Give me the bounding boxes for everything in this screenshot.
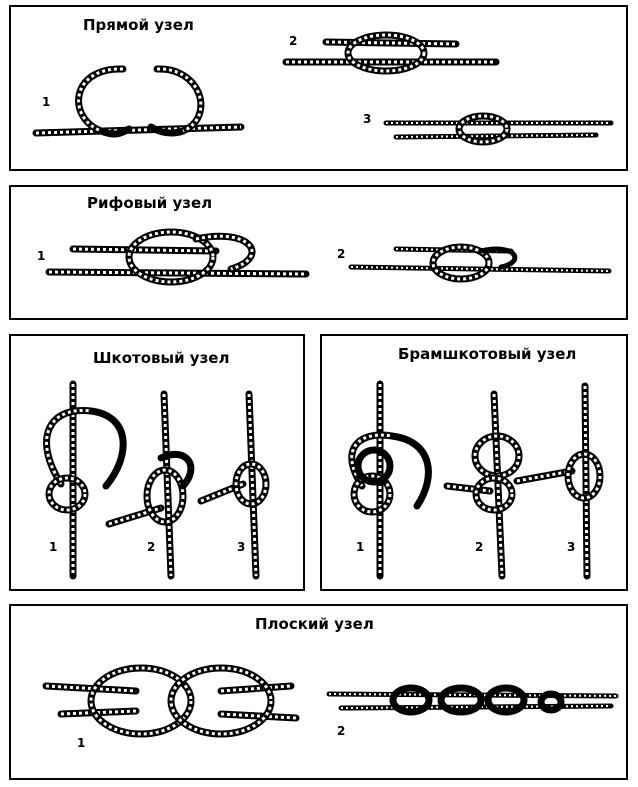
- panel-title: Брамшкотовый узел: [398, 345, 577, 363]
- rope-drawing-step-2: [286, 35, 496, 71]
- panel-title: Плоский узел: [255, 615, 374, 633]
- step-number: 3: [237, 540, 246, 554]
- reef-knot-illustration: [11, 187, 630, 322]
- step-number: 2: [475, 540, 484, 554]
- rope-drawing-step-1: [47, 384, 124, 576]
- rope-drawing-step-1: [46, 668, 296, 734]
- step-number: 2: [337, 247, 346, 261]
- rope-drawing-step-2: [109, 394, 191, 576]
- panel-title: Рифовый узел: [87, 194, 213, 212]
- step-number: 2: [147, 540, 156, 554]
- rope-drawing-step-1: [352, 384, 429, 576]
- sheet-bend-illustration: [11, 336, 307, 593]
- rope-drawing-step-2: [329, 688, 616, 712]
- carrick-bend-illustration: [11, 606, 630, 782]
- panel-title: Прямой узел: [83, 16, 194, 34]
- step-number: 1: [42, 95, 51, 109]
- step-number: 1: [356, 540, 365, 554]
- square-knot-panel: [9, 5, 628, 171]
- rope-drawing-step-3: [517, 386, 600, 576]
- rope-drawing-step-2: [447, 394, 519, 576]
- square-knot-illustration: [11, 7, 630, 173]
- step-number: 2: [337, 724, 346, 738]
- rope-drawing-step-3: [386, 116, 611, 142]
- panel-title: Шкотовый узел: [93, 349, 230, 367]
- step-number: 1: [77, 736, 86, 750]
- sheet-bend-panel: [9, 334, 305, 591]
- carrick-bend-panel: [9, 604, 628, 780]
- double-sheet-bend-panel: [320, 334, 628, 591]
- rope-drawing-step-1: [36, 69, 241, 134]
- rope-drawing-step-1: [49, 232, 306, 282]
- step-number: 3: [567, 540, 576, 554]
- step-number: 2: [289, 34, 298, 48]
- step-number: 3: [363, 112, 372, 126]
- rope-drawing-step-3: [201, 394, 266, 576]
- reef-knot-panel: [9, 185, 628, 320]
- step-number: 1: [49, 540, 58, 554]
- rope-drawing-step-2: [351, 247, 609, 279]
- double-sheet-bend-illustration: [322, 336, 630, 593]
- step-number: 1: [37, 249, 46, 263]
